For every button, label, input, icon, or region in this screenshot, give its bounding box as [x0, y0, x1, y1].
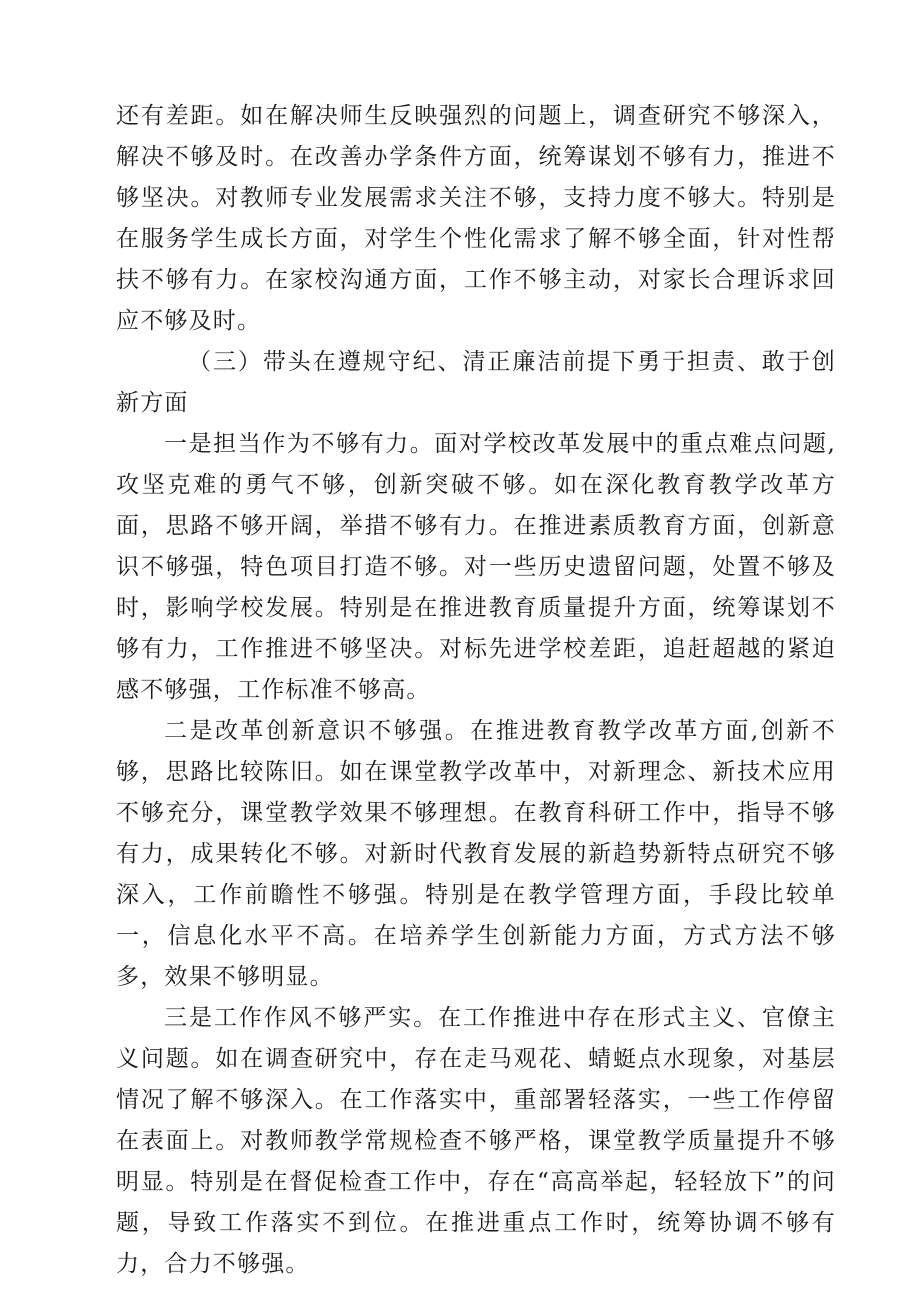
paragraph-point-one: 一是担当作为不够有力。面对学校改革发展中的重点难点问题,攻坚克难的勇气不够，创新突破不够。如在深化教育教学改革方面，思路不够开阔，举措不够有力。在推进素质教育方面，创新意识不够强，特色项目打造不够。对一些历史遗留问题，处置不够及时，影响学校发展。特别是在推进教育质量提升方面，统筹谋划不够有力，工作推进不够坚决。对标先进学校差距，追赶超越的紧迫感不够强，工作标准不够高。	[116, 431, 836, 703]
document-body	[116, 96, 836, 1285]
paragraph-continuation: 还有差距。如在解决师生反映强烈的问题上，调查研究不够深入，解决不够及时。在改善办学条件方面，统筹谋划不够有力，推进不够坚决。对教师专业发展需求关注不够，支持力度不够大。特别是在服务学生成长方面，对学生个性化需求了解不够全面，针对性帮扶不够有力。在家校沟通方面，工作不够主动，对家长合理诉求回应不够及时。	[116, 103, 836, 334]
paragraph-point-three: 三是工作作风不够严实。在工作推进中存在形式主义、官僚主义问题。如在调查研究中，存在走马观花、蜻蜓点水现象，对基层情况了解不够深入。在工作落实中，重部署轻落实，一些工作停留在表面上。对教师教学常规检查不够严格，课堂教学质量提升不够明显。特别是在督促检查工作中，存在“高高举起，轻轻放下”的问题，导致工作落实不到位。在推进重点工作时，统筹协调不够有力，合力不够强。	[116, 1005, 836, 1277]
paragraph-point-two: 二是改革创新意识不够强。在推进教育教学改革方面,创新不够，思路比较陈旧。如在课堂教学改革中，对新理念、新技术应用不够充分，课堂教学效果不够理想。在教育科研工作中，指导不够有力，成果转化不够。对新时代教育发展的新趋势新特点研究不够深入，工作前瞻性不够强。特别是在教学管理方面，手段比较单一，信息化水平不高。在培养学生创新能力方面，方式方法不够多，效果不够明显。	[116, 718, 836, 990]
section-heading: （三）带头在遵规守纪、清正廉洁前提下勇于担责、敢于创新方面	[116, 349, 836, 416]
